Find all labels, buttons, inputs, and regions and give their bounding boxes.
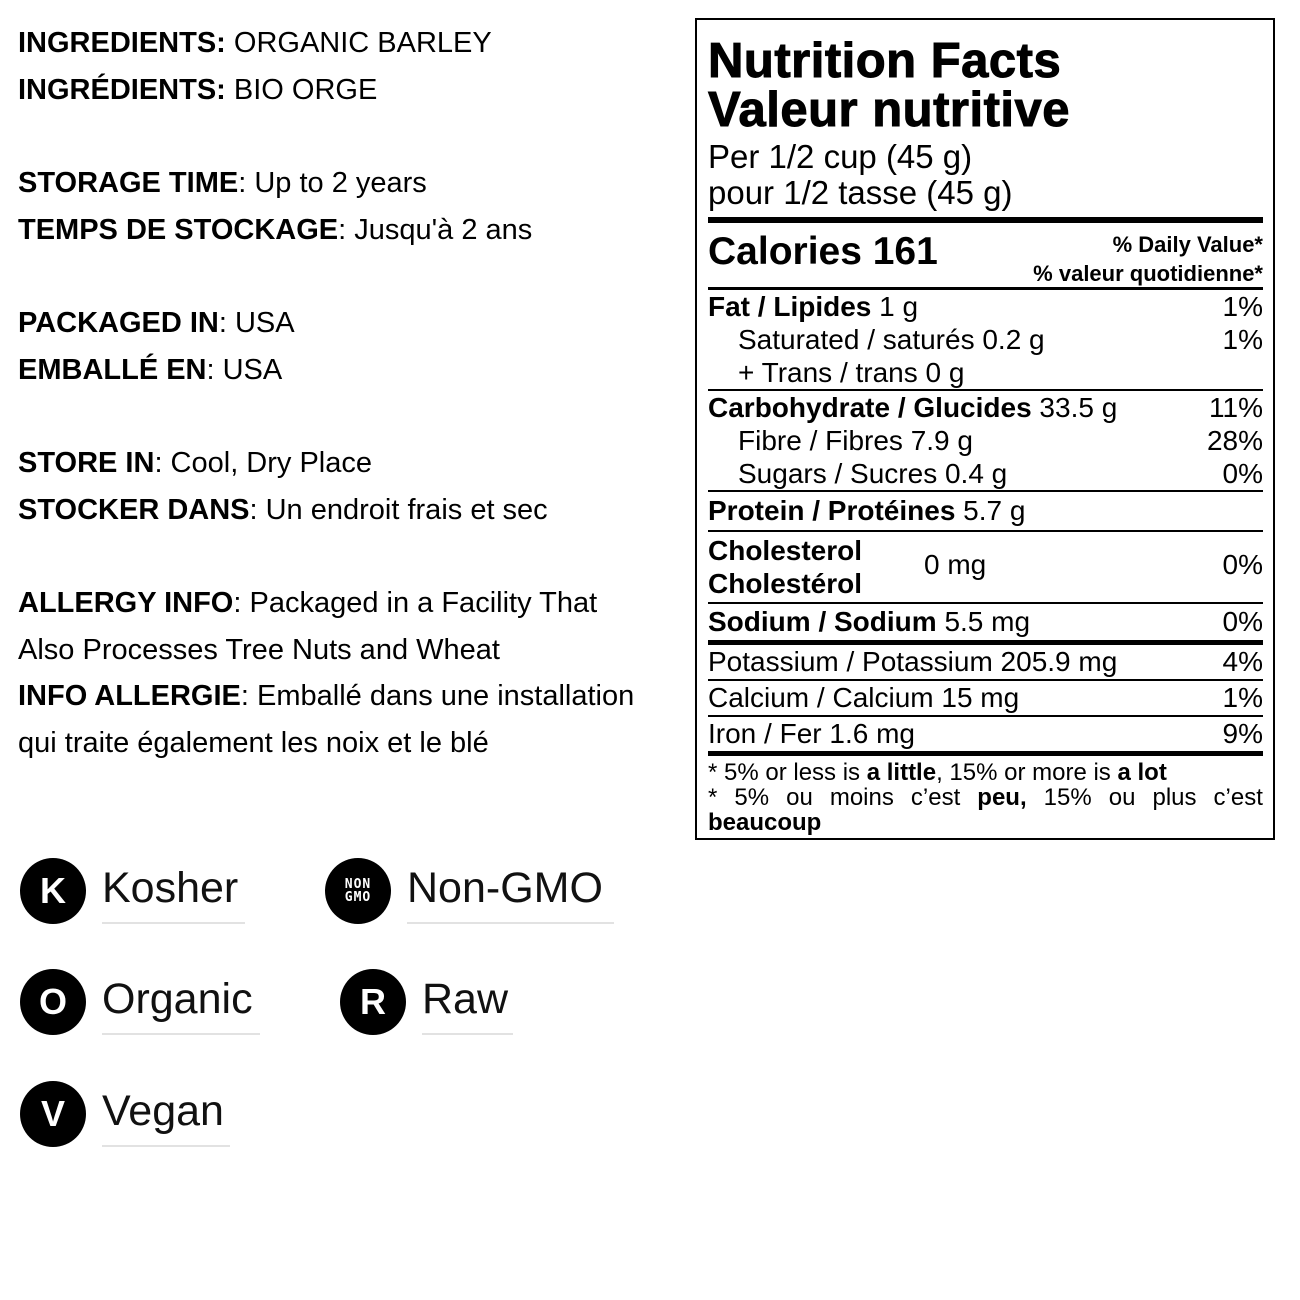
- packaged-en-value: : USA: [218, 307, 295, 339]
- calories: Calories 161: [708, 230, 938, 273]
- store-fr-value: : Un endroit frais et sec: [249, 493, 548, 526]
- badge-organic-label: Organic: [102, 975, 253, 1023]
- cholesterol-fr: Cholestérol: [708, 568, 863, 599]
- footnote-fr-beaucoup: beaucoup: [708, 809, 822, 836]
- sodium-label: Sodium / Sodium: [708, 606, 937, 637]
- calories-row: [708, 223, 1263, 290]
- nutrition-title-en: Nutrition Facts: [708, 34, 1062, 88]
- packaged-fr-label: EMBALLÉ EN: [18, 353, 207, 386]
- fat-row: [708, 290, 1263, 323]
- product-info: [18, 20, 683, 766]
- fibre-pct: 28%: [1206, 425, 1263, 456]
- packaged-in-fr: [18, 347, 683, 394]
- storage-en-label: STORAGE TIME: [18, 167, 239, 199]
- ingredients-fr-label: INGRÉDIENTS:: [18, 73, 226, 106]
- sodium-row: [708, 604, 1263, 640]
- serving-size-en: Per 1/2 cup (45 g): [708, 138, 973, 175]
- organic-icon: O: [20, 969, 86, 1035]
- protein-label: Protein / Protéines: [708, 495, 956, 526]
- ingredients-en-value: ORGANIC BARLEY: [225, 27, 492, 59]
- allergy-en-value-2: Also Processes Tree Nuts and Wheat: [18, 633, 500, 666]
- sugars-row: [708, 457, 1263, 490]
- footnote-fr: [708, 785, 1263, 810]
- saturated-row: [708, 323, 1263, 356]
- footnote-fr-word: c’est: [1213, 784, 1263, 811]
- fibre-row: [708, 424, 1263, 457]
- sodium-pct: 0%: [1222, 606, 1263, 637]
- vegan-icon: V: [20, 1081, 86, 1147]
- footnote-en-lot: a lot: [1117, 759, 1167, 786]
- protein-row: [708, 492, 1263, 530]
- packaged-en-label: PACKAGED IN: [18, 307, 219, 339]
- cholesterol-amount: 0 mg: [924, 549, 987, 580]
- footnote-fr-peu: peu,: [977, 784, 1027, 811]
- carb-amount: 33.5 g: [1031, 392, 1118, 423]
- daily-value-header: [1033, 230, 1263, 288]
- footnote-fr-word: ou: [786, 784, 813, 811]
- trans-label: + Trans / trans 0 g: [738, 357, 965, 388]
- calcium-label: Calcium / Calcium 15 mg: [708, 682, 1020, 713]
- store-in-en: [18, 440, 683, 487]
- non-gmo-icon-line1: NON: [344, 877, 372, 892]
- iron-row: [708, 717, 1263, 751]
- divider: [708, 751, 1263, 756]
- fat-pct: 1%: [1222, 291, 1263, 322]
- store-en-label: STORE IN: [18, 447, 155, 479]
- raw-icon: R: [340, 969, 406, 1035]
- store-fr-label: STOCKER DANS: [18, 493, 250, 526]
- saturated-label: Saturated / saturés 0.2 g: [738, 324, 1045, 355]
- sugars-pct: 0%: [1222, 458, 1263, 489]
- store-en-value: : Cool, Dry Place: [154, 447, 373, 479]
- badge-non-gmo-label: Non-GMO: [407, 864, 603, 912]
- fibre-label: Fibre / Fibres 7.9 g: [738, 425, 973, 456]
- storage-time-en: [18, 160, 683, 207]
- badge-vegan-label: Vegan: [102, 1087, 224, 1135]
- allergy-en-label: ALLERGY INFO: [18, 587, 234, 619]
- cholesterol-en: Cholesterol: [708, 535, 863, 566]
- allergy-en-value-1: : Packaged in a Facility That: [233, 587, 598, 619]
- ingredients-en-label: INGREDIENTS:: [18, 27, 226, 59]
- daily-value-en: % Daily Value*: [1112, 232, 1263, 257]
- saturated-pct: 1%: [1222, 324, 1263, 355]
- badge-kosher-label: Kosher: [102, 864, 239, 912]
- potassium-row: [708, 645, 1263, 679]
- allergy-info-en: [18, 580, 683, 627]
- non-gmo-icon: [325, 858, 391, 924]
- allergy-info-fr: [18, 673, 683, 720]
- packaged-fr-value: : USA: [206, 353, 283, 386]
- badge-raw-label: Raw: [422, 975, 509, 1023]
- footnote-en-part: * 5% or less is: [708, 759, 867, 786]
- ingredients-fr: [18, 67, 683, 114]
- storage-en-value: : Up to 2 years: [238, 167, 427, 199]
- allergy-info-fr-2: [18, 720, 683, 767]
- nutrition-facts-table: [695, 18, 1275, 840]
- calcium-pct: 1%: [1222, 682, 1263, 713]
- calcium-row: [708, 681, 1263, 715]
- packaged-in-en: [18, 300, 683, 347]
- cholesterol-row: [708, 532, 1263, 602]
- protein-amount: 5.7 g: [955, 495, 1026, 526]
- daily-value-fr: % valeur quotidienne*: [1033, 261, 1263, 286]
- nutrition-title-fr: Valeur nutritive: [708, 83, 1071, 137]
- serving-size-fr: pour 1/2 tasse (45 g): [708, 174, 1013, 211]
- ingredients-fr-value: BIO ORGE: [225, 73, 378, 106]
- footnote-fr-word: 5%: [734, 784, 770, 811]
- potassium-pct: 4%: [1222, 646, 1263, 677]
- kosher-icon: K: [20, 858, 86, 924]
- footnote-en: [708, 760, 1263, 785]
- trans-row: [708, 356, 1263, 389]
- footnote-fr-word: *: [708, 784, 718, 811]
- carb-label: Carbohydrate / Glucides: [708, 392, 1032, 423]
- footnote-fr-word: 15%: [1043, 784, 1092, 811]
- storage-fr-value: : Jusqu'à 2 ans: [338, 213, 533, 246]
- potassium-label: Potassium / Potassium 205.9 mg: [708, 646, 1118, 677]
- iron-label: Iron / Fer 1.6 mg: [708, 718, 915, 749]
- allergy-fr-value-2: qui traite également les noix et le blé: [18, 726, 489, 759]
- allergy-info-en-2: [18, 627, 683, 674]
- sugars-label: Sugars / Sucres 0.4 g: [738, 458, 1008, 489]
- footnote-fr-word: c’est: [910, 784, 961, 811]
- carbohydrate-row: [708, 391, 1263, 424]
- carb-pct: 11%: [1209, 392, 1263, 423]
- sodium-amount: 5.5 mg: [936, 606, 1031, 637]
- ingredients-en: [18, 20, 683, 67]
- allergy-fr-value-1: : Emballé dans une installation: [240, 680, 635, 712]
- footnote-fr-word: plus: [1152, 784, 1197, 811]
- footnote-en-little: a little: [866, 759, 937, 786]
- footnote-en-part: , 15% or more is: [936, 759, 1118, 786]
- footnote: [708, 760, 1263, 835]
- iron-pct: 9%: [1222, 718, 1263, 749]
- footnote-fr-word: ou: [1108, 784, 1136, 811]
- footnote-fr-word: moins: [829, 784, 894, 811]
- cholesterol-pct: 0%: [1222, 549, 1263, 580]
- fat-label: Fat / Lipides: [708, 291, 872, 322]
- non-gmo-icon-line2: GMO: [344, 890, 372, 905]
- storage-fr-label: TEMPS DE STOCKAGE: [18, 213, 339, 246]
- footnote-fr-2: [708, 810, 1263, 835]
- allergy-fr-label: INFO ALLERGIE: [18, 680, 241, 712]
- fat-amount: 1 g: [871, 291, 919, 322]
- store-in-fr: [18, 487, 683, 534]
- storage-time-fr: [18, 207, 683, 254]
